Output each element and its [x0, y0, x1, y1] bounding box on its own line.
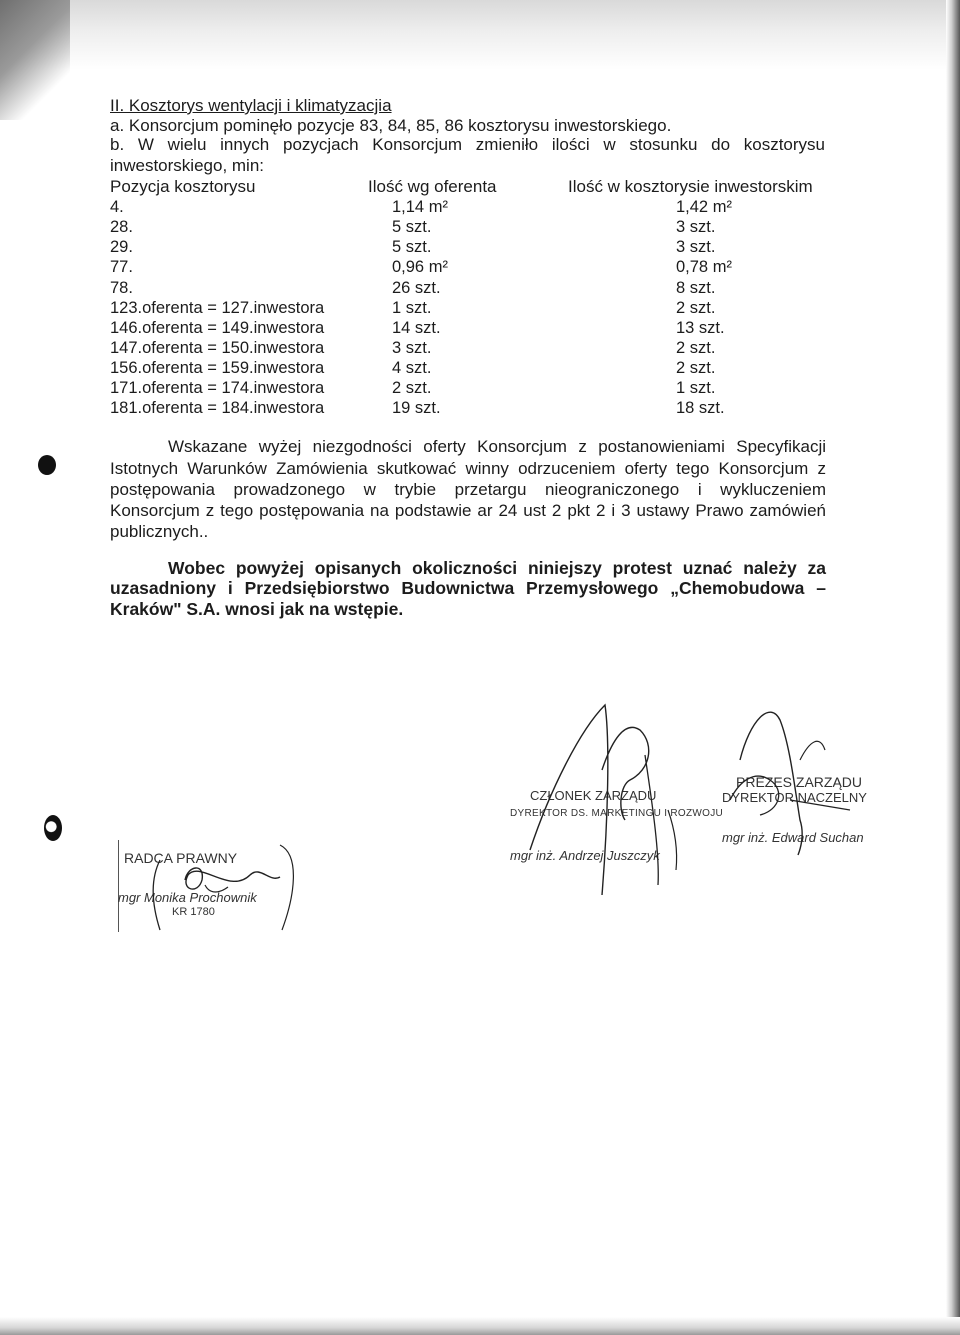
cell-offer-qty: 19 szt. [392, 399, 441, 417]
cell-position: 78. [110, 279, 133, 297]
cell-investor-qty: 2 szt. [676, 299, 716, 317]
stamp-left-name: mgr Monika Prochownik [118, 890, 257, 905]
cell-investor-qty: 1 szt. [676, 379, 716, 397]
cell-position: 123.oferenta = 127.inwestora [110, 299, 325, 317]
cell-position: 146.oferenta = 149.inwestora [110, 319, 325, 337]
section-heading: II. Kosztorys wentylacji i klimatyzacjia [110, 96, 392, 115]
table-row [110, 279, 730, 299]
header-offer-qty: Ilość wg oferenta [368, 177, 497, 196]
cell-position: 156.oferenta = 159.inwestora [110, 359, 325, 377]
point-a: a. Konsorcjum pominęło pozycje 83, 84, 85, 86 kosztorysu inwestorskiego. [110, 116, 672, 135]
cell-offer-qty: 1,14 m² [392, 198, 448, 216]
cell-investor-qty: 3 szt. [676, 218, 716, 236]
cell-position: 147.oferenta = 150.inwestora [110, 339, 325, 357]
stamp-right-title: PREZES ZARZĄDU [736, 774, 863, 790]
cell-investor-qty: 18 szt. [676, 399, 725, 417]
cell-offer-qty: 2 szt. [392, 379, 432, 397]
paragraph1-line-3: postępowania prowadzonego w trybie przetargu nieograniczonego i wykluczeniem [110, 480, 826, 499]
stamp-left-title: RADCA PRAWNY [124, 850, 238, 866]
cell-offer-qty: 14 szt. [392, 319, 441, 337]
table-row [110, 359, 730, 379]
table-row [110, 258, 730, 278]
cell-position: 77. [110, 258, 133, 276]
cell-investor-qty: 2 szt. [676, 359, 716, 377]
cell-offer-qty: 0,96 m² [392, 258, 448, 276]
scan-shadow-top [0, 0, 960, 70]
table-header [110, 177, 813, 197]
table-row [110, 399, 730, 419]
table-row [110, 319, 730, 339]
cell-offer-qty: 3 szt. [392, 339, 432, 357]
cell-offer-qty: 26 szt. [392, 279, 441, 297]
punch-hole-upper [38, 455, 56, 475]
stamp-right-name: mgr inż. Edward Suchan [722, 830, 864, 845]
cell-offer-qty: 5 szt. [392, 238, 432, 256]
table-row [110, 379, 730, 399]
scan-edge-bottom [0, 1317, 960, 1335]
table-row [110, 339, 730, 359]
cell-investor-qty: 8 szt. [676, 279, 716, 297]
paragraph1-line-2: Istotnych Warunków Zamówienia skutkować winny odrzuceniem oferty tego Konsorcjum z [110, 459, 826, 478]
stamp-middle-title: CZŁONEK ZARZĄDU [530, 788, 657, 803]
signature-legal-counsel [110, 835, 310, 935]
table-row [110, 218, 730, 238]
header-position: Pozycja kosztorysu [110, 177, 256, 196]
cell-position: 4. [110, 198, 124, 216]
stamp-right-subtitle: DYREKTOR NACZELNY [722, 790, 867, 805]
cell-investor-qty: 1,42 m² [676, 198, 732, 216]
point-b-line-1: b. W wielu innych pozycjach Konsorcjum zmieniło ilości w stosunku do kosztorysu [110, 135, 825, 154]
paragraph1-line-4: Konsorcjum z tego postępowania na podstawie ar 24 ust 2 pkt 2 i 3 ustawy Prawo zamówień [110, 501, 826, 520]
cell-offer-qty: 5 szt. [392, 218, 432, 236]
cell-offer-qty: 1 szt. [392, 299, 432, 317]
cell-investor-qty: 0,78 m² [676, 258, 732, 276]
table-row [110, 198, 730, 218]
paragraph1-line-5: publicznych.. [110, 522, 209, 541]
cell-position: 181.oferenta = 184.inwestora [110, 399, 325, 417]
paragraph2-line-2: uzasadniony i Przedsiębiorstwo Budownictwa Przemysłowego „Chemobudowa – [110, 578, 826, 598]
cell-investor-qty: 13 szt. [676, 319, 725, 337]
stamp-middle-name: mgr inż. Andrzej Juszczyk [510, 848, 660, 863]
cell-position: 29. [110, 238, 133, 256]
scan-corner-shadow [0, 0, 70, 120]
scan-edge-right [946, 0, 960, 1335]
table-row [110, 299, 730, 319]
paragraph2-line-3: Kraków" S.A. wnosi jak na wstępie. [110, 599, 404, 619]
stamp-left-number: KR 1780 [172, 906, 215, 918]
cell-investor-qty: 2 szt. [676, 339, 716, 357]
point-b-line-2: inwestorskiego, min: [110, 156, 265, 175]
table-row [110, 238, 730, 258]
signature-board-member [500, 700, 720, 900]
cell-offer-qty: 4 szt. [392, 359, 432, 377]
punch-hole-lower [44, 815, 62, 841]
paragraph2-line-1: Wobec powyżej opisanych okoliczności niniejszy protest uznać należy za [168, 558, 826, 578]
cell-investor-qty: 3 szt. [676, 238, 716, 256]
paragraph1-line-1: Wskazane wyżej niezgodności oferty Konsorcjum z postanowieniami Specyfikacji [168, 437, 826, 456]
stamp-middle-subtitle: DYREKTOR DS. MARKETINGU I ROZWOJU [510, 808, 724, 819]
header-investor-qty: Ilość w kosztorysie inwestorskim [568, 177, 813, 196]
signature-president [700, 700, 880, 860]
cell-position: 28. [110, 218, 133, 236]
cell-position: 171.oferenta = 174.inwestora [110, 379, 325, 397]
